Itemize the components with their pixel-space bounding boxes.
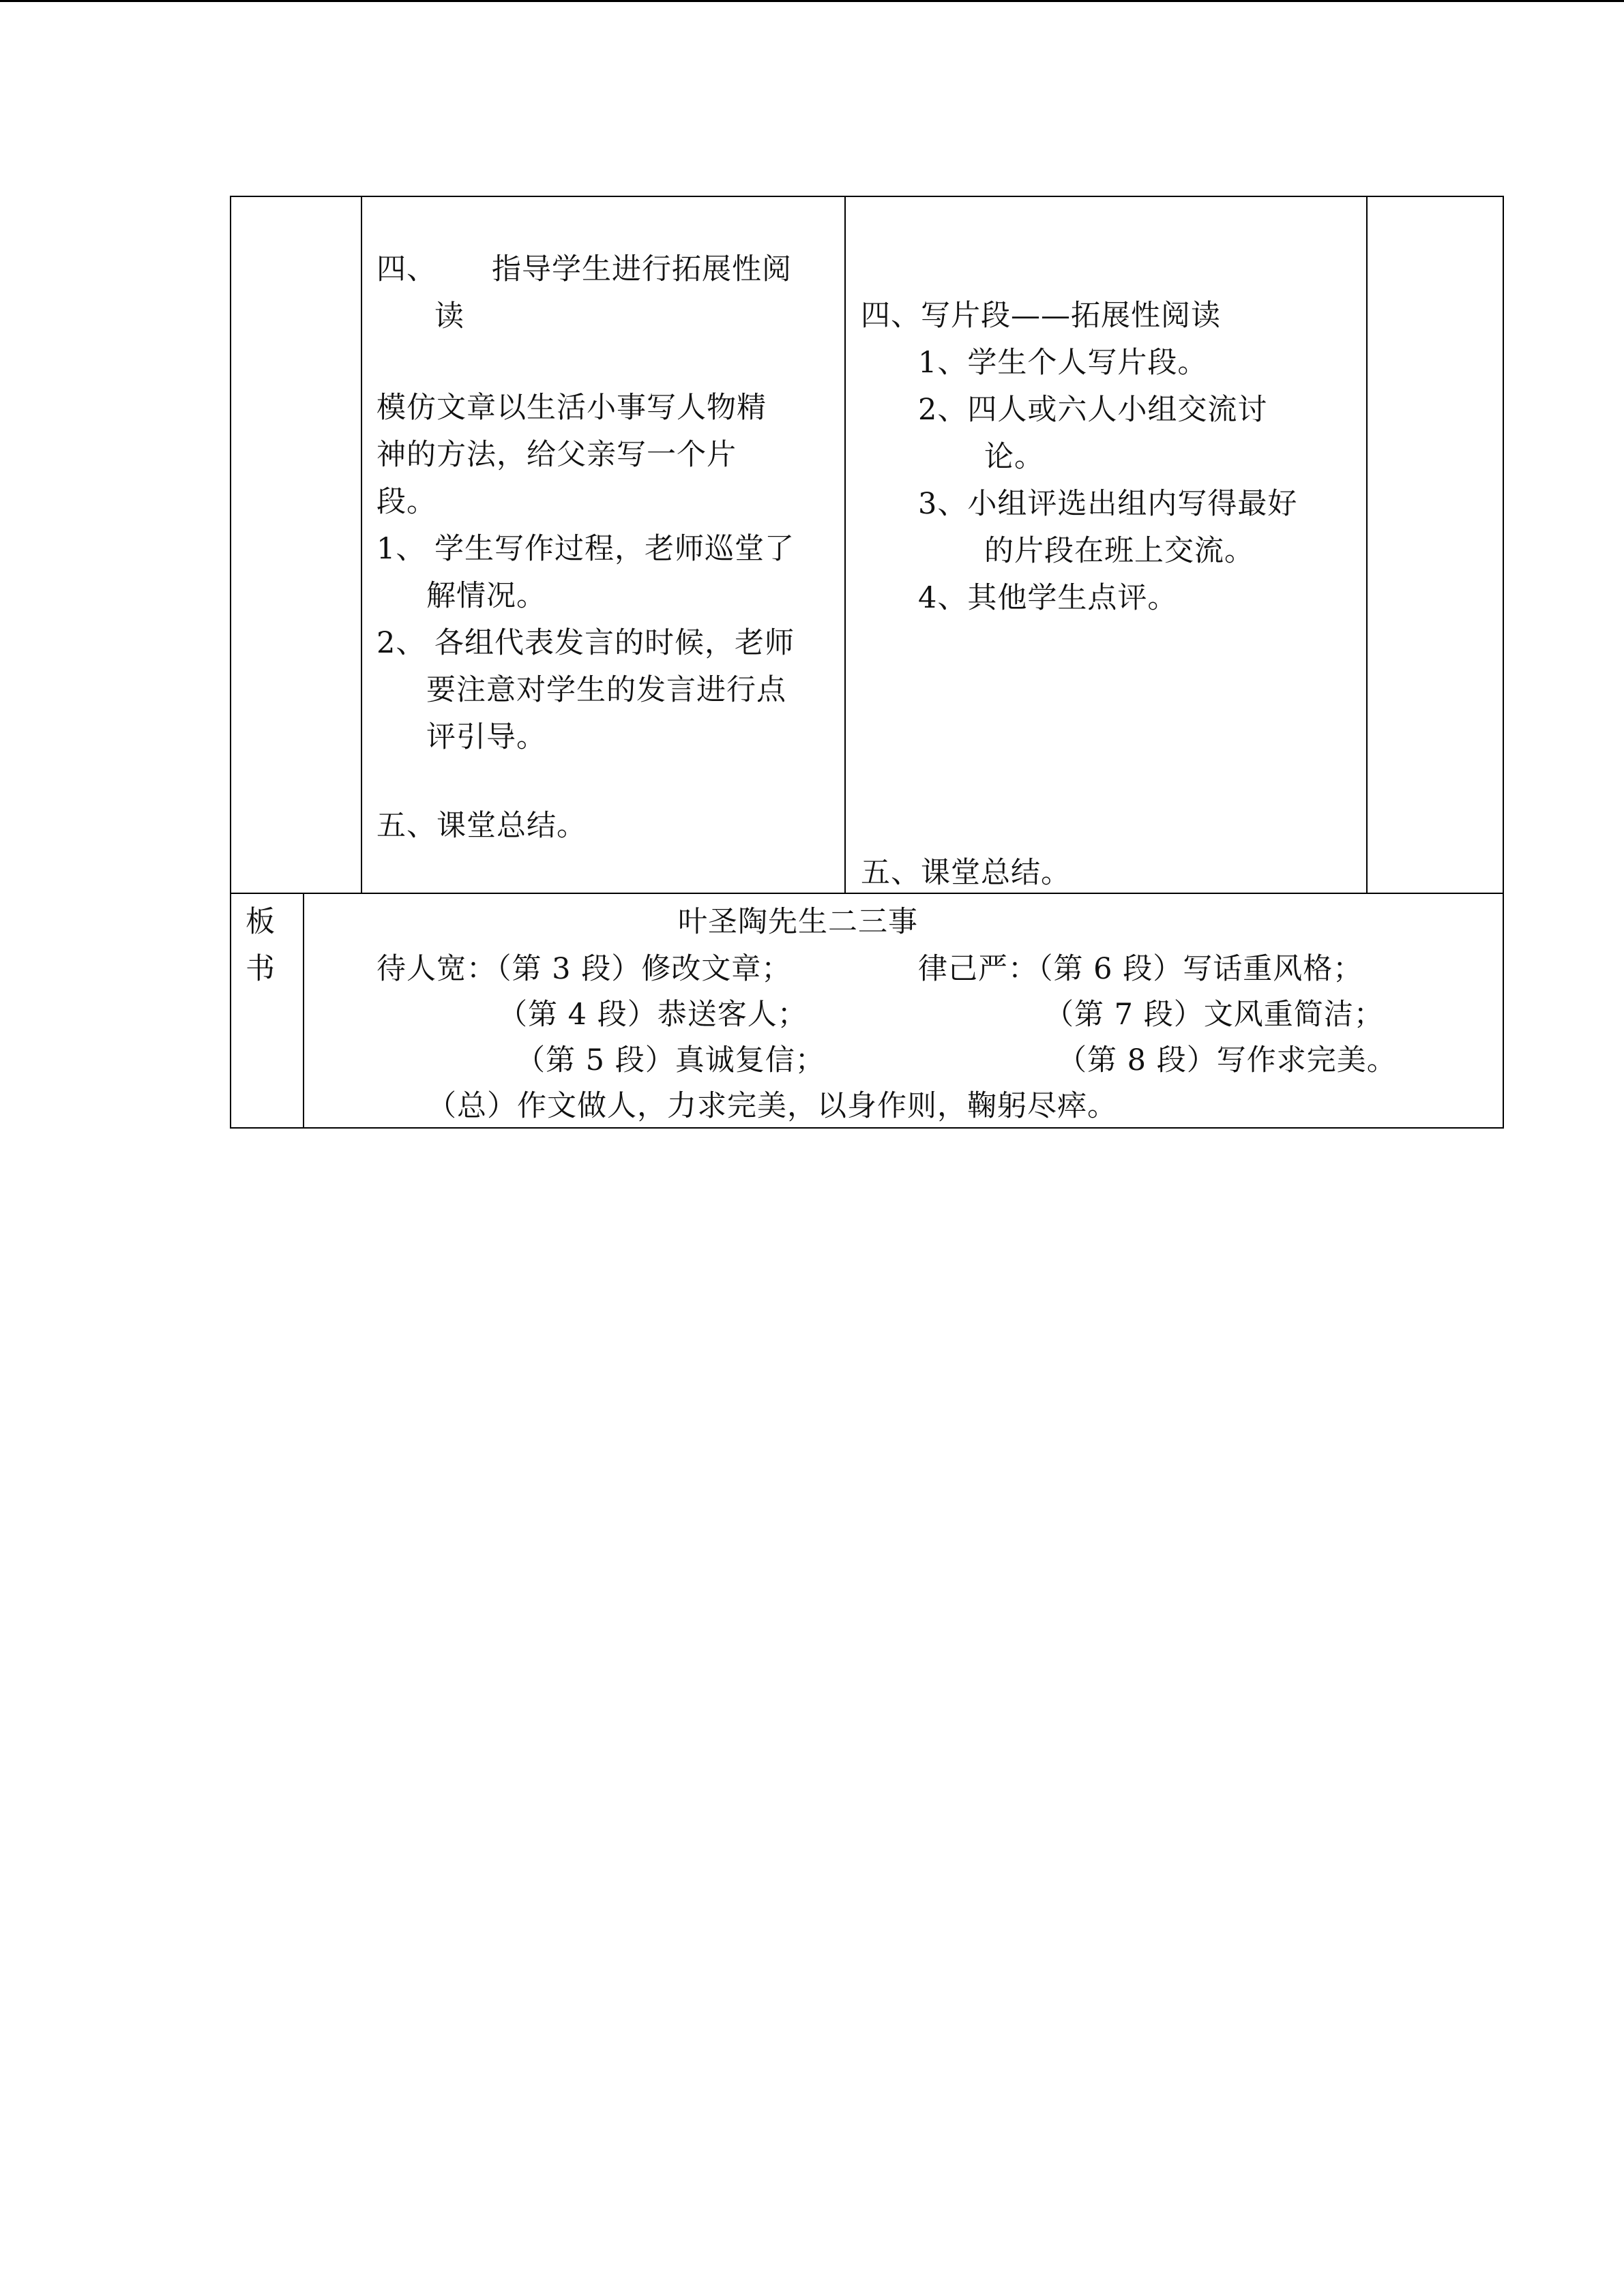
board-left-row-1: 待人宽：（第 3 段）修改文章；	[377, 952, 792, 986]
teacher-summary: 五、课堂总结。	[377, 809, 587, 843]
board-conclusion: （总）作文做人，力求完美，以身作则，鞠躬尽瘁。	[427, 1089, 1117, 1123]
row-divider	[230, 893, 1504, 894]
student-step-3-line-2: 的片段在班上交流。	[984, 534, 1254, 568]
student-step-4: 4、其他学生点评。	[918, 581, 1178, 615]
teacher-item-1-line-2: 解情况。	[426, 579, 546, 613]
teacher-heading: 指导学生进行拓展性阅	[492, 252, 792, 286]
student-step-2-line-2: 论。	[984, 440, 1044, 474]
student-summary: 五、课堂总结。	[861, 856, 1071, 890]
teacher-para-line-1: 模仿文章以生活小事写人物精	[377, 391, 767, 425]
teacher-heading-cont: 读	[434, 299, 464, 333]
board-title: 叶圣陶先生二三事	[678, 905, 918, 939]
student-step-3-line-1: 3、小组评选出组内写得最好	[918, 487, 1298, 521]
student-step-2-line-1: 2、四人或六人小组交流讨	[918, 393, 1268, 427]
student-heading: 四、写片段——拓展性阅读	[861, 299, 1221, 333]
col-divider-1	[361, 196, 362, 894]
page-top-border	[0, 0, 1624, 2]
teacher-heading-number: 四、	[377, 252, 437, 286]
board-label-divider	[303, 893, 304, 1129]
teacher-item-1-line-1: 学生写作过程，老师巡堂了	[434, 532, 795, 566]
board-right-row-2: （第 7 段）文风重简洁；	[1044, 998, 1384, 1032]
teacher-item-2-number: 2、	[377, 626, 426, 660]
board-label-bottom: 书	[246, 952, 276, 986]
col-divider-2	[844, 196, 846, 894]
teacher-para-line-3: 段。	[377, 485, 437, 519]
board-left-row-2: （第 4 段）恭送客人；	[498, 998, 808, 1032]
col-divider-3	[1366, 196, 1368, 894]
teacher-item-2-line-2: 要注意对学生的发言进行点	[426, 673, 786, 707]
student-step-1: 1、学生个人写片段。	[918, 346, 1208, 380]
teacher-item-1-number: 1、	[377, 532, 426, 566]
teacher-para-line-2: 神的方法，给父亲写一个片	[377, 438, 737, 472]
teacher-item-2-line-1: 各组代表发言的时候，老师	[434, 626, 795, 660]
board-right-row-1: 律己严：（第 6 段）写话重风格；	[918, 952, 1363, 986]
board-label-top: 板	[246, 905, 276, 939]
table-outer-border	[230, 196, 1504, 1129]
teacher-item-2-line-3: 评引导。	[426, 720, 546, 754]
board-right-row-3: （第 8 段）写作求完美。	[1057, 1043, 1397, 1077]
board-left-row-3: （第 5 段）真诚复信；	[516, 1043, 825, 1077]
